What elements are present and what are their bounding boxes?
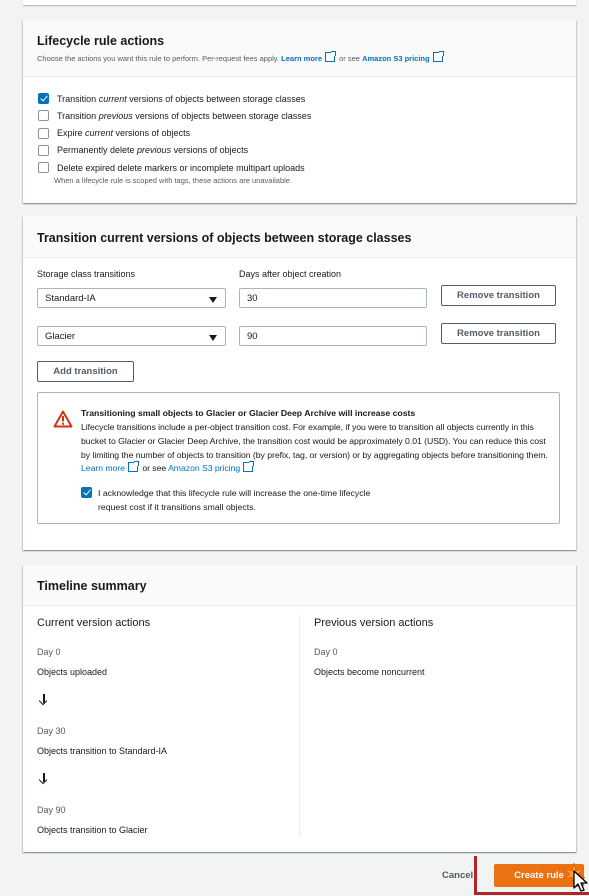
caret-down-icon [209, 335, 217, 341]
timeline-day: Day 0 [37, 647, 61, 657]
action-checkbox[interactable] [38, 128, 49, 139]
timeline-day: Day 90 [37, 805, 66, 815]
remove-transition-button[interactable]: Remove transition [441, 323, 556, 344]
arrow-down-icon [43, 694, 45, 703]
action-option[interactable] [38, 145, 248, 156]
warning-pricing-link[interactable]: Amazon S3 pricing [168, 463, 241, 474]
days-input[interactable] [239, 288, 427, 308]
action-checkbox[interactable] [38, 110, 49, 121]
action-label-text: Transition [57, 93, 99, 104]
panel-header [23, 20, 576, 77]
panel-title: Timeline summary [37, 579, 147, 593]
action-label [57, 111, 311, 121]
action-label [57, 163, 305, 173]
acknowledge-checkbox[interactable] [81, 487, 92, 498]
add-transition-button[interactable]: Add transition [37, 361, 134, 382]
panel-title: Lifecycle rule actions [37, 34, 165, 48]
storage-class-value: Glacier [45, 330, 76, 342]
warning-title: Transitioning small objects to Glacier or Glacier Deep Archive will increase costs [81, 408, 416, 418]
acknowledge-line-1: I acknowledge that this lifecycle rule will increase the one-time lifecycle [98, 488, 371, 498]
action-option[interactable] [38, 93, 305, 104]
mouse-cursor-icon [573, 870, 589, 892]
caret-down-icon [209, 297, 217, 303]
action-label-text: versions of objects between storage classes [126, 93, 306, 104]
action-label-text: versions of objects between storage classes [132, 110, 312, 121]
action-checkbox[interactable] [38, 162, 49, 173]
learn-more-link[interactable]: Learn more [281, 54, 323, 63]
storage-class-value: Standard-IA [45, 292, 96, 304]
create-rule-label: Create rule [514, 870, 564, 881]
footer-bar [0, 856, 589, 896]
action-label-emphasis: previous [98, 110, 133, 121]
external-link-icon [243, 462, 253, 472]
panel-header [23, 216, 576, 258]
external-link-icon [433, 52, 443, 62]
action-label-text: versions of objects [171, 145, 249, 156]
actions-hint: When a lifecycle rule is scoped with tags, these actions are unavailable. [54, 176, 293, 185]
acknowledge-label [98, 486, 370, 514]
days-column-label: Days after object creation [239, 269, 342, 279]
warning-icon [53, 410, 73, 428]
warning-body [81, 421, 551, 476]
action-label [57, 128, 190, 138]
warning-body-text: Lifecycle transitions include a per-object transition cost. For example, if you were to transition all objects currently in this bucket to Glacier or Glacier Deep Archive, the transition cost would be approximately 0.01 (USD). You can reduce this cost by limiting the number of objects to transition (by prefix, tag, or version) or by aggregating objects before transitioning them. [81, 422, 548, 460]
storage-class-select[interactable] [37, 288, 226, 308]
description-text: Choose the actions you want this rule to perform. Per-request fees apply. [37, 54, 280, 63]
transition-panel [23, 216, 576, 550]
panel-header [23, 565, 576, 606]
lifecycle-actions-panel [23, 20, 576, 203]
action-label-text: Transition [57, 110, 99, 121]
action-option[interactable] [38, 162, 305, 173]
storage-class-column-label: Storage class transitions [37, 269, 136, 279]
action-label [57, 145, 248, 155]
timeline-action: Objects become noncurrent [314, 667, 425, 677]
column-divider [299, 615, 300, 837]
days-value: 90 [247, 330, 258, 342]
timeline-day: Day 0 [314, 647, 338, 657]
or-see-text: or see [339, 54, 360, 63]
external-link-icon [325, 52, 335, 62]
timeline-action: Objects transition to Glacier [37, 825, 148, 835]
action-label-emphasis: current [98, 93, 127, 104]
days-input[interactable] [239, 326, 427, 346]
cost-warning-alert [37, 392, 560, 524]
action-checkbox[interactable] [38, 93, 49, 104]
action-label-emphasis: current [85, 128, 114, 139]
panel-description [37, 52, 445, 63]
warning-or-see: or see [142, 463, 167, 474]
acknowledge-line-2: request cost if it transitions small objects. [98, 502, 256, 512]
arrow-down-icon [43, 773, 45, 782]
remove-transition-button[interactable]: Remove transition [441, 285, 556, 306]
days-value: 30 [247, 292, 258, 304]
timeline-action: Objects transition to Standard-IA [37, 746, 168, 756]
action-label [57, 94, 305, 104]
s3-pricing-link[interactable]: Amazon S3 pricing [362, 54, 430, 63]
current-version-title: Current version actions [37, 617, 151, 629]
action-label-text: Permanently delete [57, 145, 138, 156]
action-label-text: Expire [57, 128, 86, 139]
timeline-action: Objects uploaded [37, 667, 108, 677]
previous-panel-bottom [23, 0, 576, 5]
timeline-day: Day 30 [37, 726, 66, 736]
panel-title: Transition current versions of objects between storage classes [37, 231, 412, 245]
external-link-icon [128, 462, 138, 472]
previous-version-title: Previous version actions [314, 617, 434, 629]
action-checkbox[interactable] [38, 145, 49, 156]
cancel-button[interactable]: Cancel [442, 870, 474, 881]
action-option[interactable] [38, 110, 311, 121]
action-label-text: versions of objects [113, 128, 191, 139]
action-label-text: Delete expired delete markers or incomplete multipart uploads [57, 162, 305, 173]
storage-class-select[interactable] [37, 326, 226, 346]
warning-learn-more-link[interactable]: Learn more [81, 463, 125, 474]
action-option[interactable] [38, 128, 190, 139]
timeline-panel [23, 565, 576, 852]
action-label-emphasis: previous [137, 145, 172, 156]
